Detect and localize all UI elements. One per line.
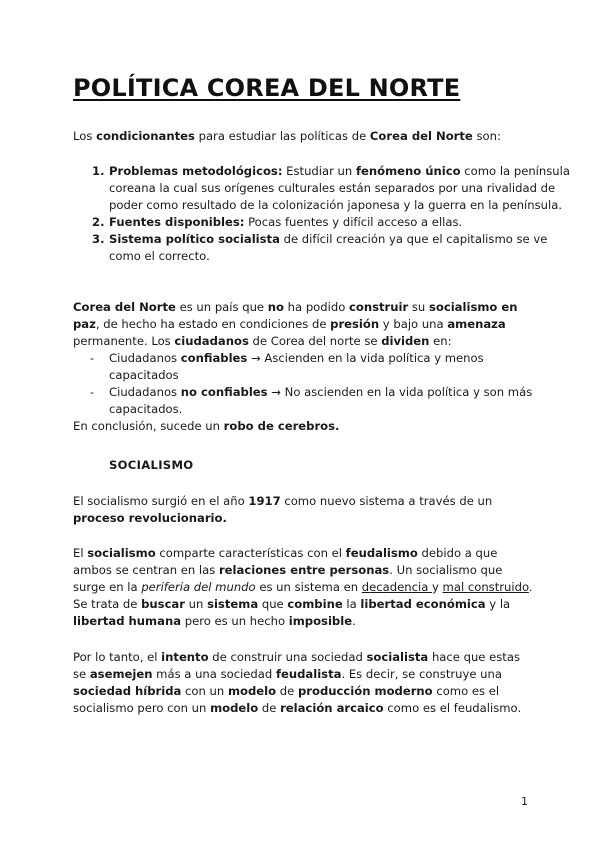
page-title: POLÍTICA COREA DEL NORTE: [73, 74, 461, 102]
list-item: 3. Sistema político socialista de difícil creación ya que el capitalismo se ve como el correcto.: [92, 232, 548, 263]
list-item: 2. Fuentes disponibles: Pocas fuentes y difícil acceso a ellas.: [92, 215, 463, 229]
list-item: - Ciudadanos no confiables → No ascienden en la vida política y son más capacitados.: [90, 385, 533, 416]
hybrid-society-paragraph: Por lo tanto, el intento de construir una sociedad socialista hace que estas se asemejen más a una sociedad feudalista. Es decir, se construye una sociedad híbrida con un modelo de producción moderno como es el socialismo pero con un modelo de relación arcaico como es el feudalismo.: [73, 650, 522, 715]
page-number: 1: [521, 795, 528, 808]
intro-paragraph: Los condicionantes para estudiar las políticas de Corea del Norte son:: [73, 129, 501, 143]
numbered-list: [73, 163, 571, 265]
section-heading: SOCIALISMO: [109, 458, 194, 472]
conclusion-line: En conclusión, sucede un robo de cerebros.: [73, 419, 340, 433]
citizens-list: [73, 350, 535, 418]
list-item: - Ciudadanos confiables → Ascienden en la vida política y menos capacitados: [90, 351, 484, 382]
north-korea-paragraph: Corea del Norte es un país que no ha podido construir su socialismo en paz, de hecho ha estado en condiciones de presión y bajo una amenaza permanente. Los ciudadanos de Corea del norte se dividen en: - Ciudadanos confiables → Ascienden en la vida política y menos capacitados - Ciudadanos no confiables → No ascienden en la vida política y son más capacitados. En conclusión, sucede un robo de cerebros.: [73, 299, 535, 435]
socialism-origin-paragraph: El socialismo surgió en el año 1917 como nuevo sistema a través de un proceso revolucionario.: [73, 494, 493, 525]
socialism-feudalism-paragraph: El socialismo comparte características con el feudalismo debido a que ambos se centran en las relaciones entre personas. Un socialismo que surge en la periferia del mundo es un sistema en decadencia y mal construido. Se trata de buscar un sistema que combine la libertad económica y la libertad humana pero es un hecho imposible.: [73, 546, 533, 628]
list-item: 1. Problemas metodológicos: Estudiar un fenómeno único como la península coreana la cual sus orígenes culturales están separados por una rivalidad de poder como resultado de la colonización japonesa y la guerra en la península.: [92, 164, 570, 212]
